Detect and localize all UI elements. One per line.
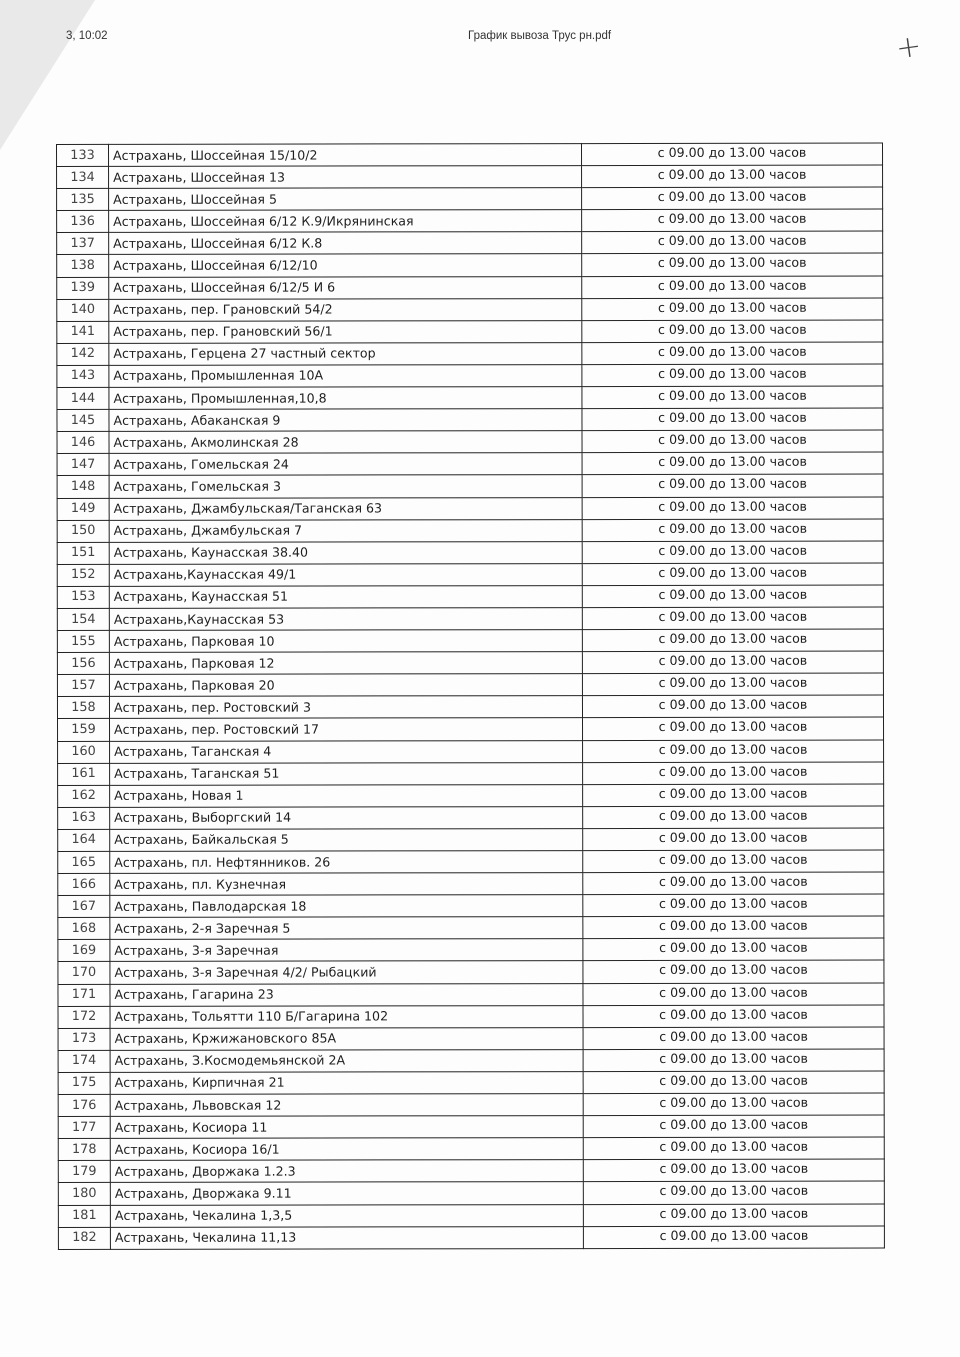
address-cell: Астрахань, Каунасская 51 (109, 585, 582, 608)
row-number-cell: 180 (58, 1183, 110, 1205)
table-row (58, 740, 884, 764)
address-cell: Астрахань, Тольятти 110 Б/Гагарина 102 (110, 1005, 583, 1028)
row-number-cell: 135 (57, 189, 109, 211)
table-row (58, 983, 884, 1007)
address-cell: Астрахань, Шоссейная 6/12/5 И 6 (109, 276, 582, 299)
table-row (57, 629, 883, 653)
table-row (57, 563, 883, 587)
address-cell: Астрахань, Чекалина 1,3,5 (110, 1204, 583, 1227)
address-cell: Астрахань, Каунасская 38.40 (109, 541, 582, 564)
row-number-cell: 182 (58, 1227, 110, 1249)
pickup-time-cell: с 09.00 до 13.00 часов (582, 298, 883, 321)
pickup-time-cell: с 09.00 до 13.00 часов (583, 1115, 884, 1138)
table-row (57, 320, 883, 344)
address-cell: Астрахань, пер. Грановский 56/1 (109, 320, 582, 343)
table-row (58, 1027, 884, 1051)
table-row (58, 717, 884, 741)
pickup-time-cell: с 09.00 до 13.00 часов (582, 408, 883, 431)
address-cell: Астрахань, Акмолинская 28 (109, 431, 582, 454)
address-cell: Астрахань, Шоссейная 13 (109, 166, 582, 189)
row-number-cell: 179 (58, 1161, 110, 1183)
table-row (57, 519, 883, 543)
address-cell: Астрахань, 3-я Заречная (110, 939, 583, 962)
row-number-cell: 163 (58, 807, 110, 829)
row-number-cell: 166 (58, 874, 110, 896)
table-row (57, 474, 883, 498)
pickup-time-cell: с 09.00 до 13.00 часов (582, 143, 883, 166)
address-cell: Астрахань, Дворжака 1.2.3 (110, 1160, 583, 1183)
address-cell: Астрахань, Герцена 27 частный сектор (109, 342, 582, 365)
pickup-time-cell: с 09.00 до 13.00 часов (582, 474, 883, 497)
table-row (57, 541, 883, 565)
pickup-time-cell: с 09.00 до 13.00 часов (583, 872, 884, 895)
table-row (58, 1049, 884, 1073)
address-cell: Астрахань, Дворжака 9.11 (110, 1182, 583, 1205)
table-row (57, 254, 883, 278)
address-cell: Астрахань, Шоссейная 15/10/2 (109, 144, 582, 167)
pickup-time-cell: с 09.00 до 13.00 часов (582, 673, 883, 696)
address-cell: Астрахань, пл. Нефтянников. 26 (110, 851, 583, 874)
row-number-cell: 134 (57, 167, 109, 189)
address-cell: Астрахань, Чекалина 11,13 (110, 1226, 583, 1249)
row-number-cell: 158 (57, 697, 109, 719)
pickup-time-cell: с 09.00 до 13.00 часов (582, 452, 883, 475)
table-row (58, 872, 884, 896)
pickup-time-cell: с 09.00 до 13.00 часов (583, 1027, 884, 1050)
pickup-time-cell: с 09.00 до 13.00 часов (583, 938, 884, 961)
address-cell: Астрахань, Косиора 16/1 (110, 1138, 583, 1161)
schedule-table-container (56, 143, 884, 1250)
row-number-cell: 178 (58, 1139, 110, 1161)
row-number-cell: 156 (57, 653, 109, 675)
address-cell: Астрахань, Гомельская 3 (109, 475, 582, 498)
table-row (58, 806, 884, 830)
address-cell: Астрахань, Джамбульская/Таганская 63 (109, 497, 582, 520)
row-number-cell: 143 (57, 365, 109, 387)
table-row (58, 1204, 884, 1228)
table-row (57, 497, 883, 521)
address-cell: Астрахань, Львовская 12 (110, 1094, 583, 1117)
row-number-cell: 150 (57, 520, 109, 542)
pickup-time-cell: с 09.00 до 13.00 часов (583, 1137, 884, 1160)
address-cell: Астрахань, Павлодарская 18 (110, 895, 583, 918)
handwritten-plus-mark: + (893, 28, 924, 67)
address-cell: Астрахань, Шоссейная 6/12 К.8 (109, 232, 582, 255)
row-number-cell: 167 (58, 896, 110, 918)
address-cell: Астрахань,Каунасская 53 (109, 608, 582, 631)
table-row (57, 298, 883, 322)
table-row (57, 342, 883, 366)
address-cell: Астрахань, Шоссейная 6/12 К.9/Икрянинская (109, 210, 582, 233)
pickup-time-cell: с 09.00 до 13.00 часов (583, 740, 884, 763)
table-row (58, 1071, 884, 1095)
row-number-cell: 177 (58, 1117, 110, 1139)
row-number-cell: 145 (57, 410, 109, 432)
pickup-time-cell: с 09.00 до 13.00 часов (583, 1005, 884, 1028)
row-number-cell: 175 (58, 1072, 110, 1094)
table-row (57, 364, 883, 388)
pickup-time-cell: с 09.00 до 13.00 часов (583, 762, 884, 785)
row-number-cell: 170 (58, 962, 110, 984)
row-number-cell: 169 (58, 940, 110, 962)
table-row (58, 1005, 884, 1029)
table-row (57, 386, 883, 410)
table-row (58, 916, 884, 940)
pickup-time-cell: с 09.00 до 13.00 часов (583, 983, 884, 1006)
row-number-cell: 152 (57, 564, 109, 586)
row-number-cell: 148 (57, 476, 109, 498)
table-row (57, 209, 883, 233)
address-cell: Астрахань, Выборгский 14 (110, 806, 583, 829)
address-cell: Астрахань, Новая 1 (110, 784, 583, 807)
table-row (57, 585, 883, 609)
row-number-cell: 140 (57, 299, 109, 321)
row-number-cell: 144 (57, 387, 109, 409)
row-number-cell: 157 (57, 675, 109, 697)
address-cell: Астрахань, Гагарина 23 (110, 983, 583, 1006)
row-number-cell: 165 (58, 851, 110, 873)
table-row (58, 961, 884, 985)
row-number-cell: 136 (57, 211, 109, 233)
row-number-cell: 164 (58, 829, 110, 851)
table-row (58, 1226, 884, 1250)
pickup-time-cell: с 09.00 до 13.00 часов (583, 717, 884, 740)
pickup-time-cell: с 09.00 до 13.00 часов (582, 165, 883, 188)
pickup-time-cell: с 09.00 до 13.00 часов (582, 585, 883, 608)
row-number-cell: 159 (58, 719, 110, 741)
address-cell: Астрахань, Шоссейная 5 (109, 188, 582, 211)
pickup-time-cell: с 09.00 до 13.00 часов (583, 894, 884, 917)
address-cell: Астрахань, Парковая 20 (109, 674, 582, 697)
table-row (57, 452, 883, 476)
row-number-cell: 162 (58, 785, 110, 807)
table-row (58, 1181, 884, 1205)
address-cell: Астрахань, Кржижановского 85А (110, 1027, 583, 1050)
table-row (58, 938, 884, 962)
pickup-time-cell: с 09.00 до 13.00 часов (583, 1071, 884, 1094)
table-row (58, 850, 884, 874)
row-number-cell: 173 (58, 1028, 110, 1050)
table-row (57, 607, 883, 631)
table-row (58, 784, 884, 808)
table-row (57, 143, 883, 167)
address-cell: Астрахань, 3-я Заречная 4/2/ Рыбацкий (110, 961, 583, 984)
row-number-cell: 133 (57, 144, 109, 166)
table-row (58, 1159, 884, 1183)
pickup-time-cell: с 09.00 до 13.00 часов (583, 916, 884, 939)
row-number-cell: 142 (57, 343, 109, 365)
row-number-cell: 154 (57, 608, 109, 630)
pickup-time-cell: с 09.00 до 13.00 часов (582, 629, 883, 652)
table-row (57, 165, 883, 189)
pickup-time-cell: с 09.00 до 13.00 часов (582, 320, 883, 343)
address-cell: Астрахань, Таганская 4 (110, 740, 583, 763)
row-number-cell: 139 (57, 277, 109, 299)
table-row (58, 1093, 884, 1117)
address-cell: Астрахань, Шоссейная 6/12/10 (109, 254, 582, 277)
row-number-cell: 171 (58, 984, 110, 1006)
address-cell: Астрахань, Промышленная 10А (109, 365, 582, 388)
address-cell: Астрахань, пл. Кузнечная (110, 873, 583, 896)
table-row (58, 828, 884, 852)
row-number-cell: 151 (57, 542, 109, 564)
pickup-time-cell: с 09.00 до 13.00 часов (582, 231, 883, 254)
pickup-time-cell: с 09.00 до 13.00 часов (582, 563, 883, 586)
address-cell: Астрахань, пер. Грановский 54/2 (109, 298, 582, 321)
pickup-time-cell: с 09.00 до 13.00 часов (583, 961, 884, 984)
table-row (58, 1137, 884, 1161)
address-cell: Астрахань, пер. Ростовский 3 (109, 696, 582, 719)
address-cell: Астрахань, З.Космодемьянской 2А (110, 1049, 583, 1072)
row-number-cell: 147 (57, 454, 109, 476)
table-row (57, 276, 883, 300)
document-title: График вывоза Трус рн.pdf (468, 30, 612, 42)
row-number-cell: 149 (57, 498, 109, 520)
address-cell: Астрахань, Абаканская 9 (109, 409, 582, 432)
pickup-time-cell: с 09.00 до 13.00 часов (583, 1181, 884, 1204)
row-number-cell: 153 (57, 586, 109, 608)
address-cell: Астрахань, Парковая 10 (109, 630, 582, 653)
address-cell: Астрахань, Байкальская 5 (110, 828, 583, 851)
row-number-cell: 176 (58, 1094, 110, 1116)
pickup-time-cell: с 09.00 до 13.00 часов (582, 497, 883, 520)
pickup-time-cell: с 09.00 до 13.00 часов (582, 187, 883, 210)
row-number-cell: 138 (57, 255, 109, 277)
table-row (57, 695, 883, 719)
table-row (58, 762, 884, 786)
address-cell: Астрахань, Кирпичная 21 (110, 1072, 583, 1095)
pickup-time-cell: с 09.00 до 13.00 часов (582, 209, 883, 232)
row-number-cell: 168 (58, 918, 110, 940)
schedule-table (56, 143, 885, 1250)
pickup-time-cell: с 09.00 до 13.00 часов (582, 430, 883, 453)
address-cell: Астрахань, Таганская 51 (110, 762, 583, 785)
address-cell: Астрахань, Парковая 12 (109, 652, 582, 675)
table-row (57, 408, 883, 432)
print-timestamp: 3, 10:02 (66, 30, 108, 42)
pickup-time-cell: с 09.00 до 13.00 часов (583, 806, 884, 829)
row-number-cell: 161 (58, 763, 110, 785)
pickup-time-cell: с 09.00 до 13.00 часов (582, 276, 883, 299)
table-row (57, 430, 883, 454)
address-cell: Астрахань, 2-я Заречная 5 (110, 917, 583, 940)
pickup-time-cell: с 09.00 до 13.00 часов (582, 364, 883, 387)
table-row (57, 231, 883, 255)
address-cell: Астрахань, Гомельская 24 (109, 453, 582, 476)
pickup-time-cell: с 09.00 до 13.00 часов (582, 651, 883, 674)
address-cell: Астрахань, Промышленная,10,8 (109, 387, 582, 410)
folded-corner (0, 0, 95, 150)
row-number-cell: 172 (58, 1006, 110, 1028)
row-number-cell: 174 (58, 1050, 110, 1072)
address-cell: Астрахань,Каунасская 49/1 (109, 563, 582, 586)
table-row (58, 894, 884, 918)
pickup-time-cell: с 09.00 до 13.00 часов (582, 607, 883, 630)
table-row (57, 187, 883, 211)
row-number-cell: 137 (57, 233, 109, 255)
row-number-cell: 146 (57, 432, 109, 454)
pickup-time-cell: с 09.00 до 13.00 часов (583, 784, 884, 807)
pickup-time-cell: с 09.00 до 13.00 часов (582, 541, 883, 564)
address-cell: Астрахань, пер. Ростовский 17 (110, 718, 583, 741)
row-number-cell: 181 (58, 1205, 110, 1227)
pickup-time-cell: с 09.00 до 13.00 часов (582, 386, 883, 409)
pickup-time-cell: с 09.00 до 13.00 часов (582, 695, 883, 718)
pickup-time-cell: с 09.00 до 13.00 часов (582, 254, 883, 277)
pickup-time-cell: с 09.00 до 13.00 часов (582, 519, 883, 542)
schedule-table-body (57, 143, 885, 1249)
row-number-cell: 141 (57, 321, 109, 343)
pickup-time-cell: с 09.00 до 13.00 часов (583, 1049, 884, 1072)
pickup-time-cell: с 09.00 до 13.00 часов (583, 1159, 884, 1182)
pickup-time-cell: с 09.00 до 13.00 часов (583, 1093, 884, 1116)
pickup-time-cell: с 09.00 до 13.00 часов (583, 828, 884, 851)
table-row (57, 651, 883, 675)
print-header (0, 26, 960, 50)
table-row (57, 673, 883, 697)
row-number-cell: 155 (57, 630, 109, 652)
pickup-time-cell: с 09.00 до 13.00 часов (583, 1204, 884, 1227)
pickup-time-cell: с 09.00 до 13.00 часов (582, 342, 883, 365)
row-number-cell: 160 (58, 741, 110, 763)
address-cell: Астрахань, Джамбульская 7 (109, 519, 582, 542)
pickup-time-cell: с 09.00 до 13.00 часов (583, 1226, 884, 1249)
address-cell: Астрахань, Косиора 11 (110, 1116, 583, 1139)
table-row (58, 1115, 884, 1139)
pickup-time-cell: с 09.00 до 13.00 часов (583, 850, 884, 873)
